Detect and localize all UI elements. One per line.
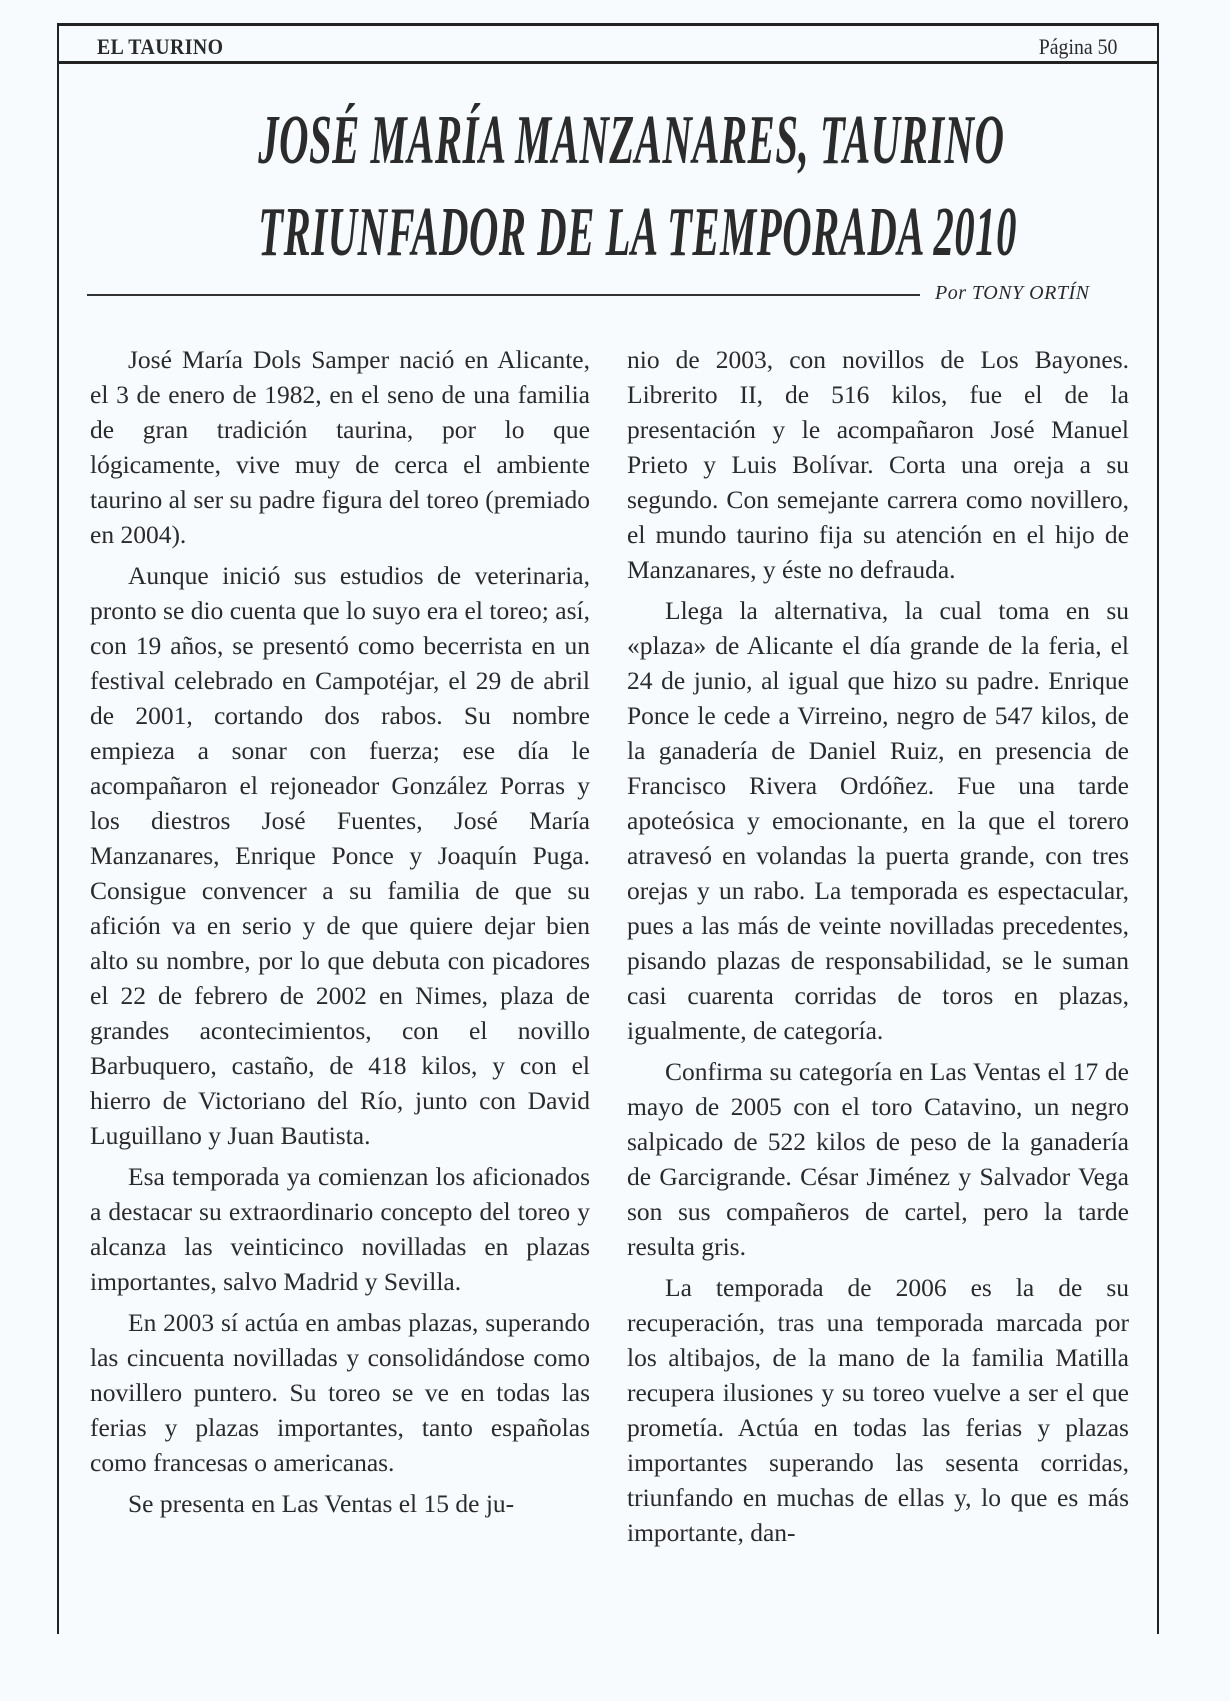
paragraph: Se presenta en Las Ventas el 15 de ju- [128, 1489, 515, 1518]
headline-line-1: JOSÉ MARÍA MANZANARES, TAURINO [258, 102, 1005, 179]
publication-name: EL TAURINO [97, 34, 224, 59]
paragraph: La temporada de 2006 es la de su recuperación, tras una temporada marcada por los altibajos, de la mano de la familia Matilla recupera ilusiones y su toreo vuelve a ser el que prometía. Actúa en todas las ferias y plazas importantes superando las sesenta corridas, triunfando en muchas de ellas y, lo que es más importante, dan- [627, 1273, 1129, 1547]
byline: Por TONY ORTÍN [935, 282, 1090, 304]
paragraph: Esa temporada ya comienzan los aficionados a destacar su extraordinario concepto del toreo y alcanza las veinticinco novilladas en plazas importantes, salvo Madrid y Sevilla. [90, 1162, 590, 1296]
paragraph: José María Dols Samper nació en Alicante, el 3 de enero de 1982, en el seno de una familia de gran tradición taurina, por lo que lógicamente, vive muy de cerca el ambiente taurino al ser su padre figura del toreo (premiado en 2004). [90, 345, 590, 549]
header-bottom-rule [57, 61, 1159, 64]
byline-rule [87, 294, 920, 296]
paragraph: Aunque inició sus estudios de veterinaria, pronto se dio cuenta que lo suyo era el toreo; así, con 19 años, se presentó como becerrista en un festival celebrado en Campotéjar, el 29 de abril de 2001, cortando dos rabos. Su nombre empieza a sonar con fuerza; ese día le acompañaron el rejoneador González Porras y los diestros José Fuentes, José María Manzanares, Enrique Ponce y Joaquín Puga. Consigue convencer a su familia de que su afición va en serio y de que quiere dejar bien alto su nombre, por lo que debuta con picadores el 22 de febrero de 2002 en Nimes, plaza de grandes acontecimientos, con el novillo Barbuquero, castaño, de 418 kilos, y con el hierro de Victoriano del Río, junto con David Luguillano y Juan Bautista. [90, 561, 590, 1150]
paragraph: Confirma su categoría en Las Ventas el 17 de mayo de 2005 con el toro Catavino, un negro salpicado de 522 kilos de peso de la ganadería de Garcigrande. César Jiménez y Salvador Vega son sus compañeros de cartel, pero la tarde resulta gris. [627, 1057, 1129, 1261]
article-column-right [627, 342, 1129, 1550]
paragraph: En 2003 sí actúa en ambas plazas, superando las cincuenta novilladas y consolidándose como novillero puntero. Su toreo se ve en todas las ferias y plazas importantes, tanto españolas como francesas o americanas. [90, 1308, 590, 1477]
headline-line-2: TRIUNFADOR DE LA TEMPORADA 2010 [258, 194, 1018, 271]
paragraph: nio de 2003, con novillos de Los Bayones. Librerito II, de 516 kilos, fue el de la presentación y le acompañaron José Manuel Prieto y Luis Bolívar. Corta una oreja a su segundo. Con semejante carrera como novillero, el mundo taurino fija su atención en el hijo de Manzanares, y éste no defrauda. [627, 345, 1129, 584]
paragraph: Llega la alternativa, la cual toma en su «plaza» de Alicante el día grande de la feria, el 24 de junio, al igual que hizo su padre. Enrique Ponce le cede a Virreino, negro de 547 kilos, de la ganadería de Daniel Ruiz, en presencia de Francisco Rivera Ordóñez. Fue una tarde apoteósica y emocionante, en la que el torero atravesó en volandas la puerta grande, con tres orejas y un rabo. La temporada es espectacular, pues a las más de veinte novilladas precedentes, pisando plazas de responsabilidad, se le suman casi cuarenta corridas de toros en plazas, igualmente, de categoría. [627, 596, 1129, 1045]
page-number: Página 50 [1038, 34, 1117, 59]
article-column-left [90, 342, 590, 1521]
page-frame-right-rule [1157, 24, 1159, 1634]
page-frame-left-rule [57, 24, 59, 1634]
header-top-rule [57, 23, 1159, 26]
